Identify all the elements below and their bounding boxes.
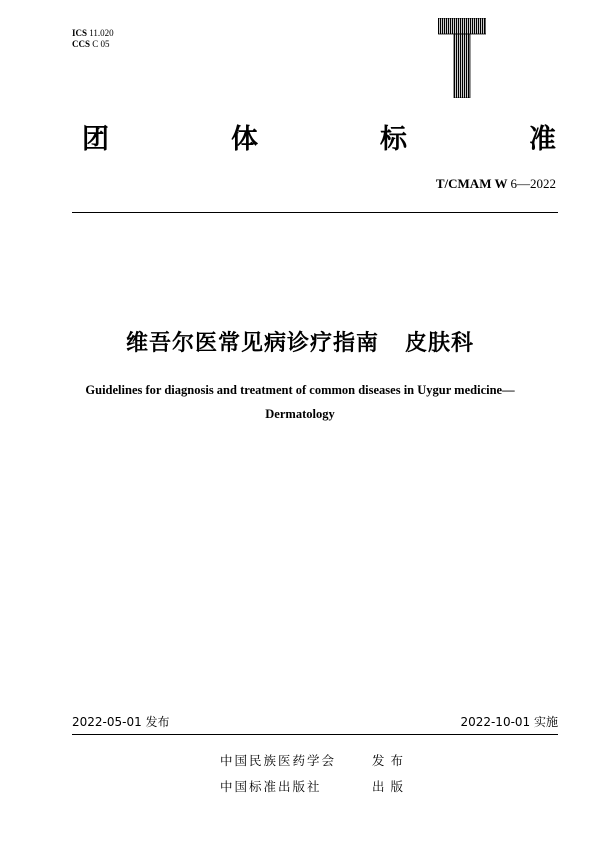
standard-prefix: T/CMAM W	[435, 176, 508, 191]
bottom-divider	[72, 734, 558, 735]
chinese-title-sub: 皮肤科	[404, 331, 474, 356]
issuer-name: 中国民族医药学会	[220, 753, 337, 768]
standard-num: 6—2022	[510, 176, 556, 191]
standard-type-heading	[82, 116, 556, 156]
standard-number	[436, 176, 556, 192]
logo-t-icon	[438, 18, 486, 98]
issuer-action: 发布	[372, 753, 410, 768]
kind-char: 标	[380, 123, 407, 155]
kind-char: 体	[231, 123, 258, 155]
english-title	[40, 378, 560, 426]
issue-date: 2022-05-01 发布	[72, 715, 170, 729]
english-title-line1: Guidelines for diagnosis and treatment of common diseases in Uygur medicine—	[85, 383, 515, 397]
top-divider	[72, 212, 558, 213]
ics-value: 11.020	[89, 28, 114, 38]
ccs-label: CCS	[72, 39, 91, 49]
classification-codes	[72, 28, 114, 50]
implement-date: 2022-10-01 实施	[460, 715, 558, 729]
ics-label: ICS	[72, 28, 88, 38]
kind-char: 准	[529, 123, 556, 155]
press-name: 中国标准出版社	[220, 779, 322, 794]
chinese-title	[0, 326, 600, 357]
kind-char: 团	[82, 123, 109, 155]
press-action: 出版	[372, 779, 410, 794]
english-title-line2: Dermatology	[265, 407, 335, 421]
chinese-title-main: 维吾尔医常见病诊疗指南	[125, 331, 379, 356]
ccs-value: C 05	[92, 39, 110, 49]
